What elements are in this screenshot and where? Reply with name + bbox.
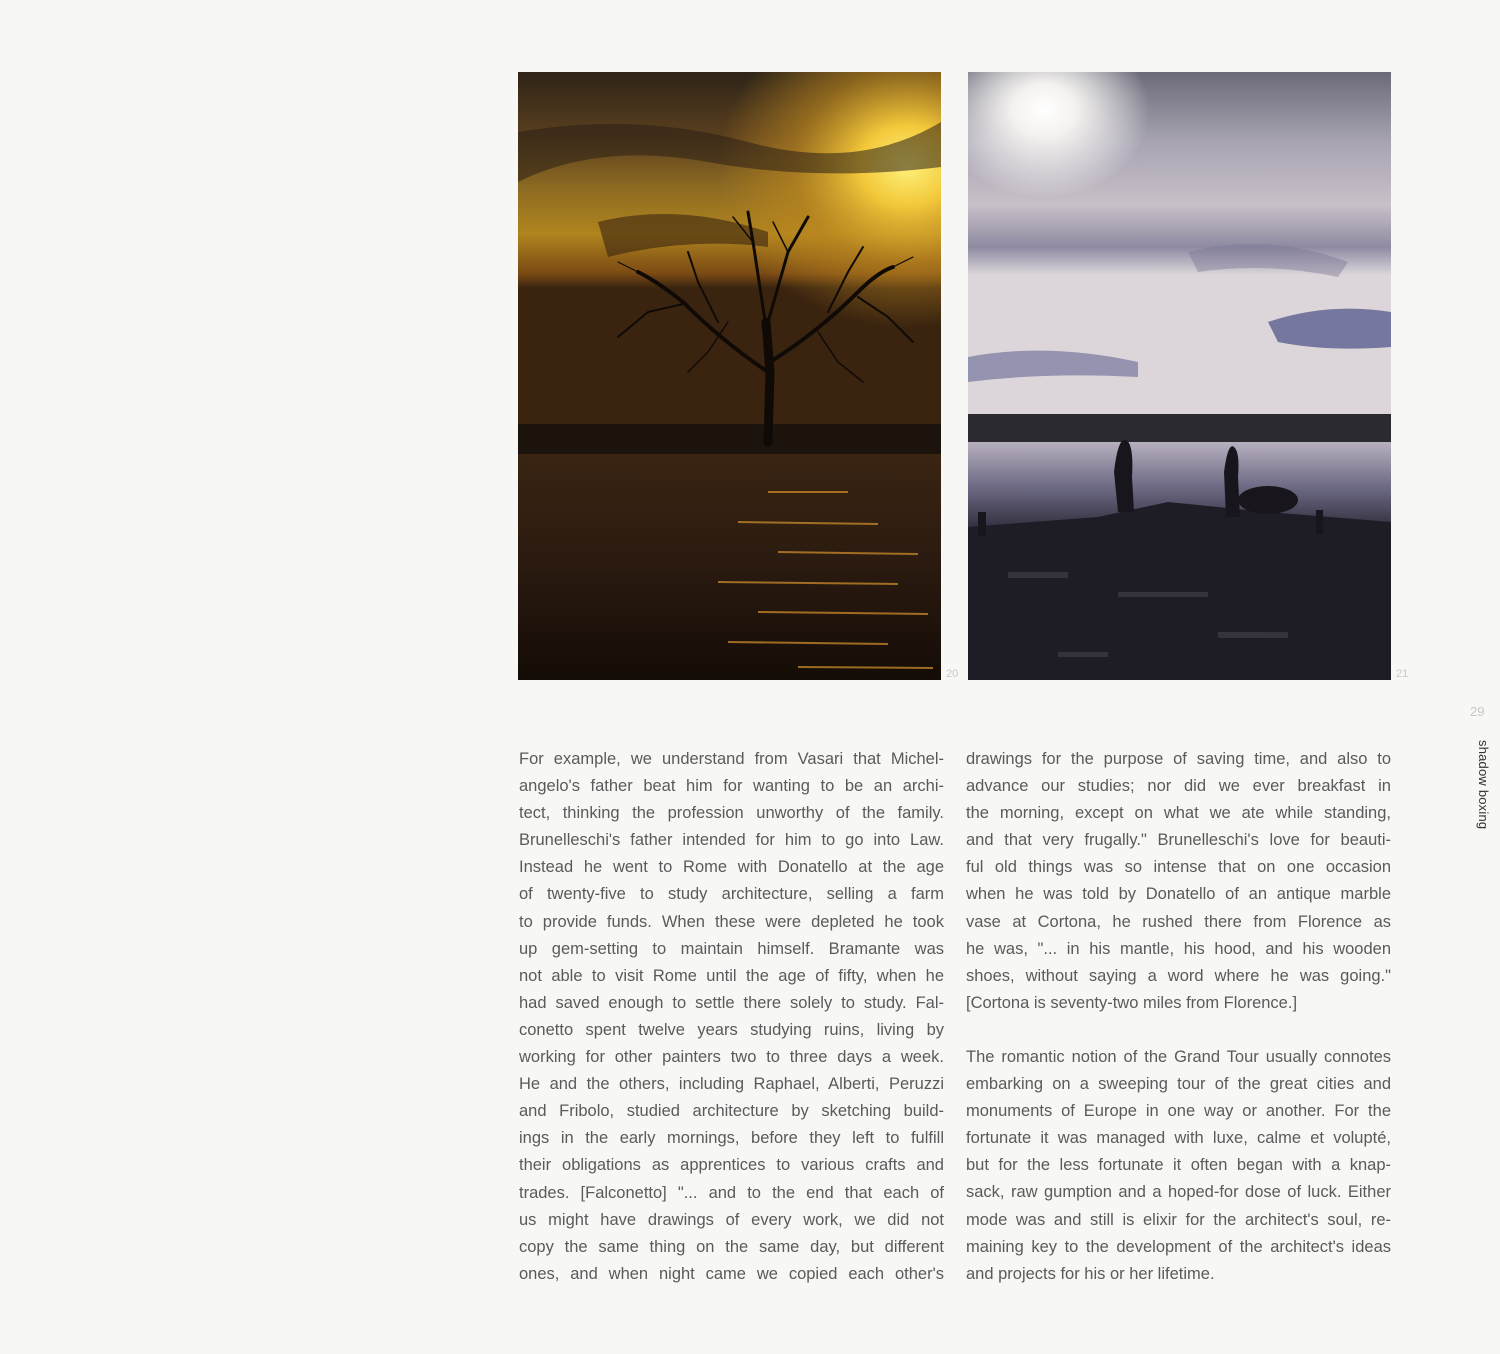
text-line: ful old things was so intense that on one occasion (966, 858, 1391, 877)
text-line: Instead he went to Rome with Donatello at the age (519, 858, 944, 877)
text-line: trades. [Falconetto] "... and to the end that each of (519, 1183, 944, 1202)
text-line: working for other painters two to three days a week. (519, 1048, 944, 1067)
text-line: and that very frugally." Brunelleschi's love for beauti- (966, 831, 1391, 850)
text-line: up gem-setting to maintain himself. Bramante was (519, 939, 944, 958)
text-line: of twenty-five to study architecture, selling a farm (519, 885, 944, 904)
text-line: Brunelleschi's father intended for him to go into Law. (519, 831, 944, 850)
text-line: he was, "... in his mantle, his hood, and his wooden (966, 939, 1391, 958)
text-line: For example, we understand from Vasari that Michel- (519, 750, 944, 768)
text-line: ings in the early mornings, before they left to fulfill (519, 1129, 944, 1148)
text-line: monuments of Europe in one way or another. For the (966, 1102, 1391, 1121)
text-line: not able to visit Rome until the age of fifty, when he (519, 966, 944, 985)
text-line: had saved enough to settle there solely to study. Fal- (519, 993, 944, 1012)
text-line: shoes, without saying a word where he was going." (966, 966, 1391, 985)
running-head: shadow boxing (1476, 740, 1491, 830)
text-line: mode was and still is elixir for the architect's soul, re- (966, 1210, 1391, 1229)
text-line: [Cortona is seventy-two miles from Florence.] (966, 993, 1298, 1012)
text-line: embarking on a sweeping tour of the great cities and (966, 1075, 1391, 1094)
text-line: and projects for his or her lifetime. (966, 1264, 1215, 1283)
text-line: advance our studies; nor did we ever breakfast in (966, 777, 1391, 796)
text-line: but for the less fortunate it often began with a knap- (966, 1156, 1391, 1175)
text-line: He and the others, including Raphael, Alberti, Peruzzi (519, 1075, 944, 1094)
text-line: maining key to the development of the architect's ideas (966, 1237, 1391, 1256)
text-line: ones, and when night came we copied each other's (519, 1264, 944, 1283)
text-line: us might have drawings of every work, we did not (519, 1210, 944, 1229)
text-line: when he was told by Donatello of an antique marble (966, 885, 1391, 904)
text-line: The romantic notion of the Grand Tour usually connotes (966, 1047, 1391, 1066)
text-line: conetto spent twelve years studying ruins, living by (519, 1020, 944, 1039)
text-line: copy the same thing on the same day, but different (519, 1237, 944, 1256)
text-line: fortunate it was managed with luxe, calme et volupté, (966, 1129, 1391, 1148)
text-line: to provide funds. When these were depleted he took (519, 912, 944, 931)
paragraph (966, 746, 1391, 1017)
figure-21-photo (968, 72, 1391, 680)
text-line: angelo's father beat him for wanting to be an archi- (519, 777, 944, 796)
text-line: tect, thinking the profession unworthy of the family. (519, 804, 944, 823)
figure-20-photo (518, 72, 941, 680)
text-column-right (966, 746, 1391, 1288)
figure-number-20: 20 (946, 668, 959, 680)
text-line: sack, raw gumption and a hoped-for dose of luck. Either (966, 1183, 1391, 1202)
text-line: their obligations as apprentices to various crafts and (519, 1156, 944, 1175)
paragraph (519, 746, 944, 1288)
text-line: vase at Cortona, he rushed there from Florence as (966, 912, 1391, 931)
paragraph (966, 1044, 1391, 1288)
sunset-tree-image (518, 72, 941, 680)
text-column-left (519, 746, 944, 1288)
text-line: drawings for the purpose of saving time, and also to (966, 750, 1391, 768)
lake-ruins-image (968, 72, 1391, 680)
page-number: 29 (1470, 704, 1485, 719)
text-line: the morning, except on what we ate while standing, (966, 804, 1391, 823)
figure-number-21: 21 (1396, 668, 1409, 680)
text-line: and Fribolo, studied architecture by sketching build- (519, 1102, 944, 1121)
